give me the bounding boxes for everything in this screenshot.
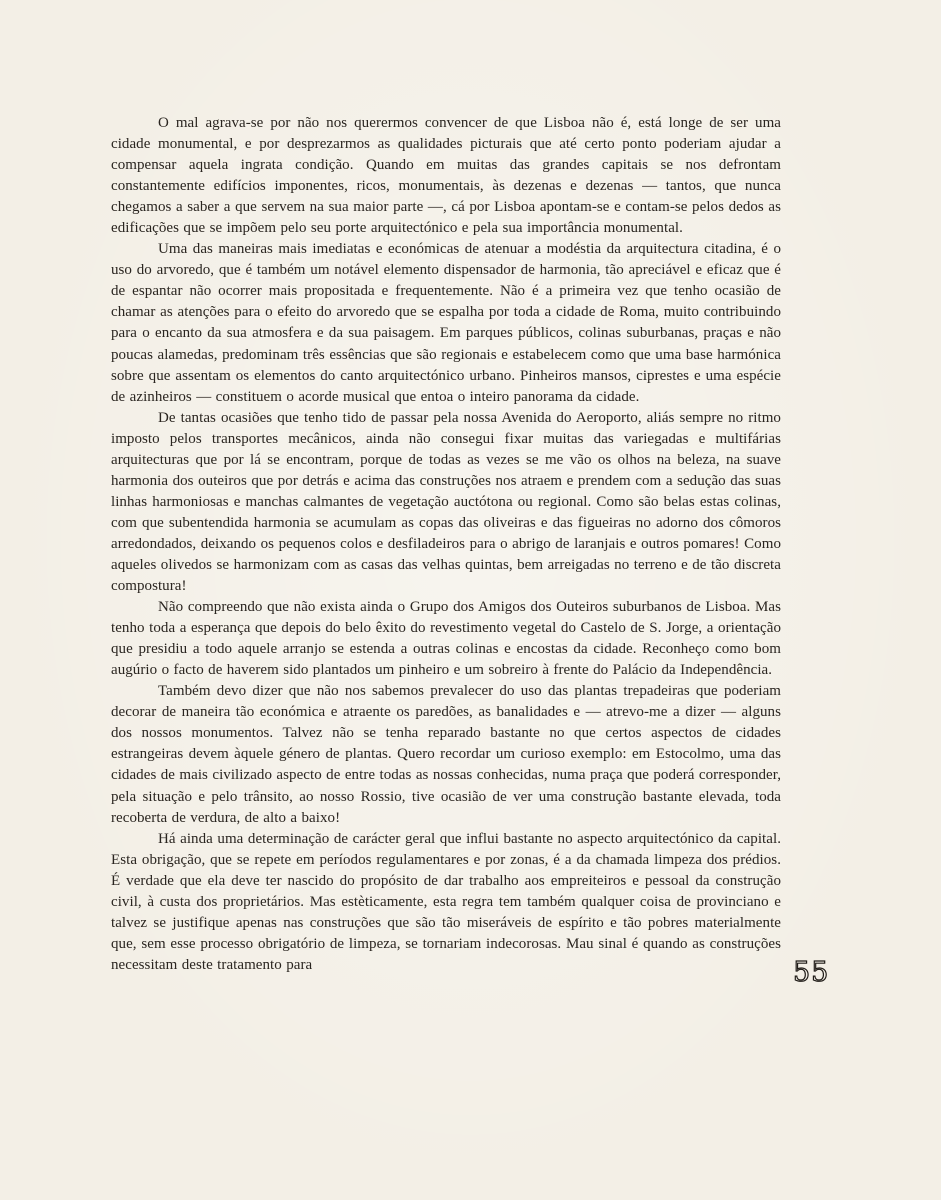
body-text — [111, 113, 781, 976]
paragraph: Também devo dizer que não nos sabemos prevalecer do uso das plantas trepadeiras que poderiam decorar de maneira tão económica e atraente os paredões, as banalidades e — atrevo-me a dizer — alguns dos nossos monumentos. Talvez não se tenha reparado bastante no que certos aspectos de cidades estrangeiras devem àquele género de plantas. Quero recordar um curioso exemplo: em Estocolmo, uma das cidades de mais civilizado aspecto de entre todas as nossas conhecidas, numa praça que poderá corresponder, pela situação e pelo trânsito, ao nosso Rossio, tive ocasião de ver uma construção bastante elevada, toda recoberta de verdura, de alto a baixo! — [111, 683, 781, 826]
paragraph: O mal agrava-se por não nos querermos convencer de que Lisboa não é, está longe de ser uma cidade monumental, e por desprezarmos as qualidades picturais que até certo ponto poderiam ajudar a compensar aquela ingrata condição. Quando em muitas das grandes capitais se nos defrontam constantemente edifícios imponentes, ricos, monumentais, às dezenas e dezenas — tantos, que nunca chegamos a saber a que servem na sua maior parte —, cá por Lisboa apontam-se e contam-se pelos dedos as edificações que se impõem pelo seu porte arquitectónico e pela sua importância monumental. — [111, 115, 781, 237]
paragraph: Há ainda uma determinação de carácter geral que influi bastante no aspecto arquitectónico da capital. Esta obrigação, que se repete em períodos regulamentares e por zonas, é a da chamada limpeza dos prédios. É verdade que ela deve ter nascido do propósito de dar trabalho aos empreiteiros e pessoal da construção civil, à custa dos proprietários. Mas estèticamente, esta regra tem também qualquer coisa de provinciano e talvez se justifique apenas nas construções que são tão miseráveis de espírito e tão pobres materialmente que, sem esse processo obrigatório de limpeza, se tornariam indecorosas. Mau sinal é quando as construções necessitam deste tratamento para — [111, 830, 781, 973]
page-number: 55 — [793, 957, 830, 988]
paragraph: De tantas ocasiões que tenho tido de passar pela nossa Avenida do Aeroporto, aliás sempre no ritmo imposto pelos transportes mecânicos, ainda não consegui fixar muitas das variegadas e multifárias arquitecturas que por lá se encontram, porque de todas as vezes se me vão os olhos na beleza, na suave harmonia dos outeiros que por detrás e acima das construções nos atraem e prendem com a sedução das suas linhas harmoniosas e manchas calmantes de vegetação auctótona ou regional. Como são belas estas colinas, com que subentendida harmonia se acumulam as copas das oliveiras e das figueiras no adorno dos cômoros arredondados, deixando os pequenos colos e desfiladeiros para o abrigo de laranjais e outros pomares! Como aqueles olivedos se harmonizam com as casas das velhas quintas, bem arreigadas no terreno e de tão discreta compostura! — [111, 409, 781, 595]
paragraph: Uma das maneiras mais imediatas e económicas de atenuar a modéstia da arquitectura citadina, é o uso do arvoredo, que é também um notável elemento dispensador de harmonia, tão apreciável e eficaz que é de espantar não ocorrer mais propositada e frequentemente. Não é a primeira vez que tenho ocasião de chamar as atenções para o efeito do arvoredo que se espalha por toda a cidade de Roma, muito contribuindo para o encanto da sua atmosfera e da sua paisagem. Em parques públicos, colinas suburbanas, praças e não poucas alamedas, predominam três essências que são regionais e estabelecem como que uma base harmónica sobre que assentam os elementos do canto arquitectónico urbano. Pinheiros mansos, ciprestes e uma espécie de azinheiros — constituem o acorde musical que entoa o inteiro panorama da cidade. — [111, 241, 781, 405]
paragraph: Não compreendo que não exista ainda o Grupo dos Amigos dos Outeiros suburbanos de Lisboa. Mas tenho toda a esperança que depois do belo êxito do revestimento vegetal do Castelo de S. Jorge, a orientação que presidiu a todo aquele arranjo se estenda a outras colinas e encostas da cidade. Reconheço como bom augúrio o facto de haverem sido plantados um pinheiro e um sobreiro à frente do Palácio da Independência. — [111, 599, 781, 679]
